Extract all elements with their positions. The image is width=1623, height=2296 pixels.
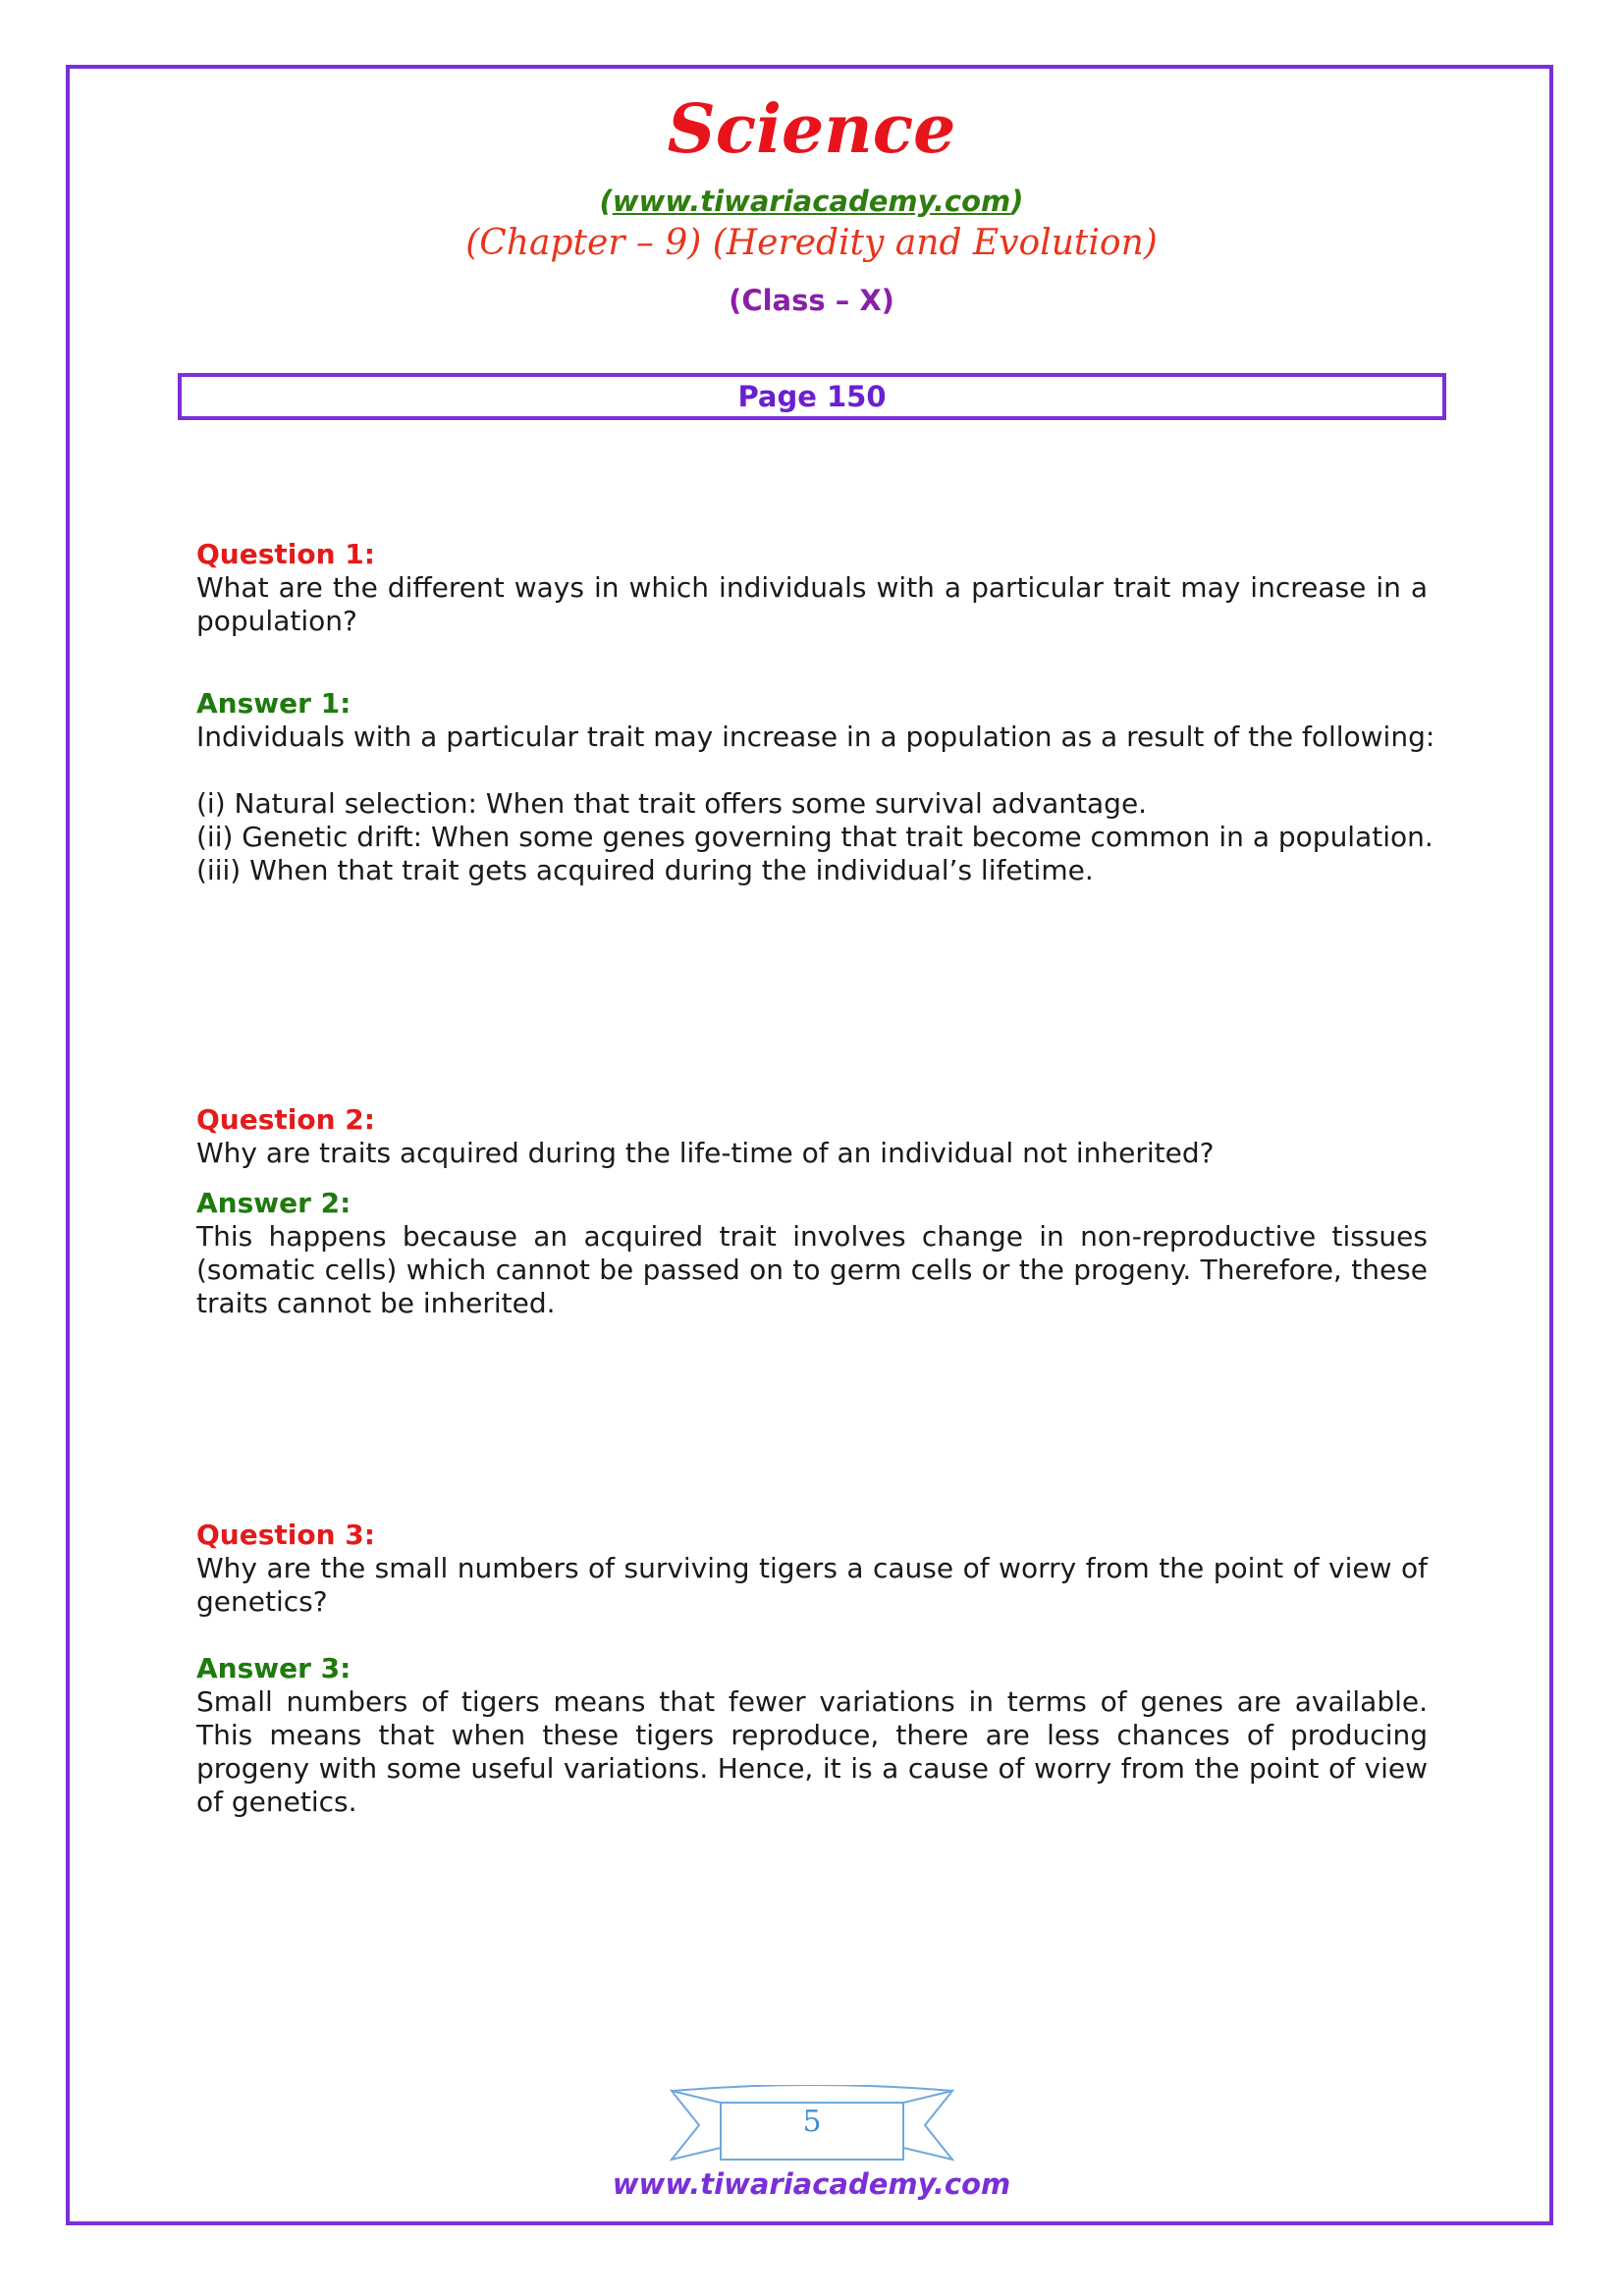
- website-paren-close: ): [1010, 185, 1024, 218]
- footer-website-link[interactable]: www.tiwariacademy.com: [612, 2167, 1011, 2201]
- question-1-heading: Question 1:: [196, 538, 375, 570]
- answer-2-heading: Answer 2:: [196, 1187, 352, 1219]
- question-2-heading: Question 2:: [196, 1103, 375, 1136]
- question-3-text: Why are the small numbers of surviving tigers a cause of worry from the point of view of genetics?: [196, 1552, 1428, 1618]
- header-website: [0, 185, 1623, 219]
- page-number-ribbon: [670, 2085, 954, 2165]
- page-title: Science: [667, 90, 956, 169]
- answer-3-text: Small numbers of tigers means that fewer variations in terms of genes are available. This means that when these tigers reproduce, there are less chances of producing progeny with some useful variations. Hence, it is a cause of worry from the point of view of genetics.: [196, 1685, 1428, 1818]
- answer-1-item: (iii) When that trait gets acquired during the individual’s lifetime.: [196, 854, 1094, 886]
- answer-1-heading: Answer 1:: [196, 687, 352, 720]
- website-paren-open: (: [599, 185, 613, 218]
- website-link[interactable]: www.tiwariacademy.com: [612, 185, 1011, 218]
- page-number: 5: [802, 2105, 822, 2139]
- answer-1-item: (ii) Genetic drift: When some genes governing that trait become common in a population.: [196, 821, 1434, 853]
- question-2-text: Why are traits acquired during the life-time of an individual not inherited?: [196, 1137, 1215, 1169]
- answer-1-item: (i) Natural selection: When that trait offers some survival advantage.: [196, 787, 1148, 820]
- question-3-heading: Question 3:: [196, 1519, 375, 1551]
- answer-3-heading: Answer 3:: [196, 1652, 352, 1684]
- class-label: (Class – X): [729, 284, 894, 317]
- answer-1-intro: Individuals with a particular trait may increase in a population as a result of the following:: [196, 721, 1435, 753]
- chapter-title: (Chapter – 9) (Heredity and Evolution): [465, 223, 1158, 263]
- question-1-text: What are the different ways in which individuals with a particular trait may increase in a population?: [196, 571, 1428, 637]
- answer-2-text: This happens because an acquired trait involves change in non-reproductive tissues (somatic cells) which cannot be passed on to germ cells or the progeny. Therefore, these traits cannot be inherited.: [196, 1220, 1428, 1319]
- page-label-box: Page 150: [178, 373, 1446, 420]
